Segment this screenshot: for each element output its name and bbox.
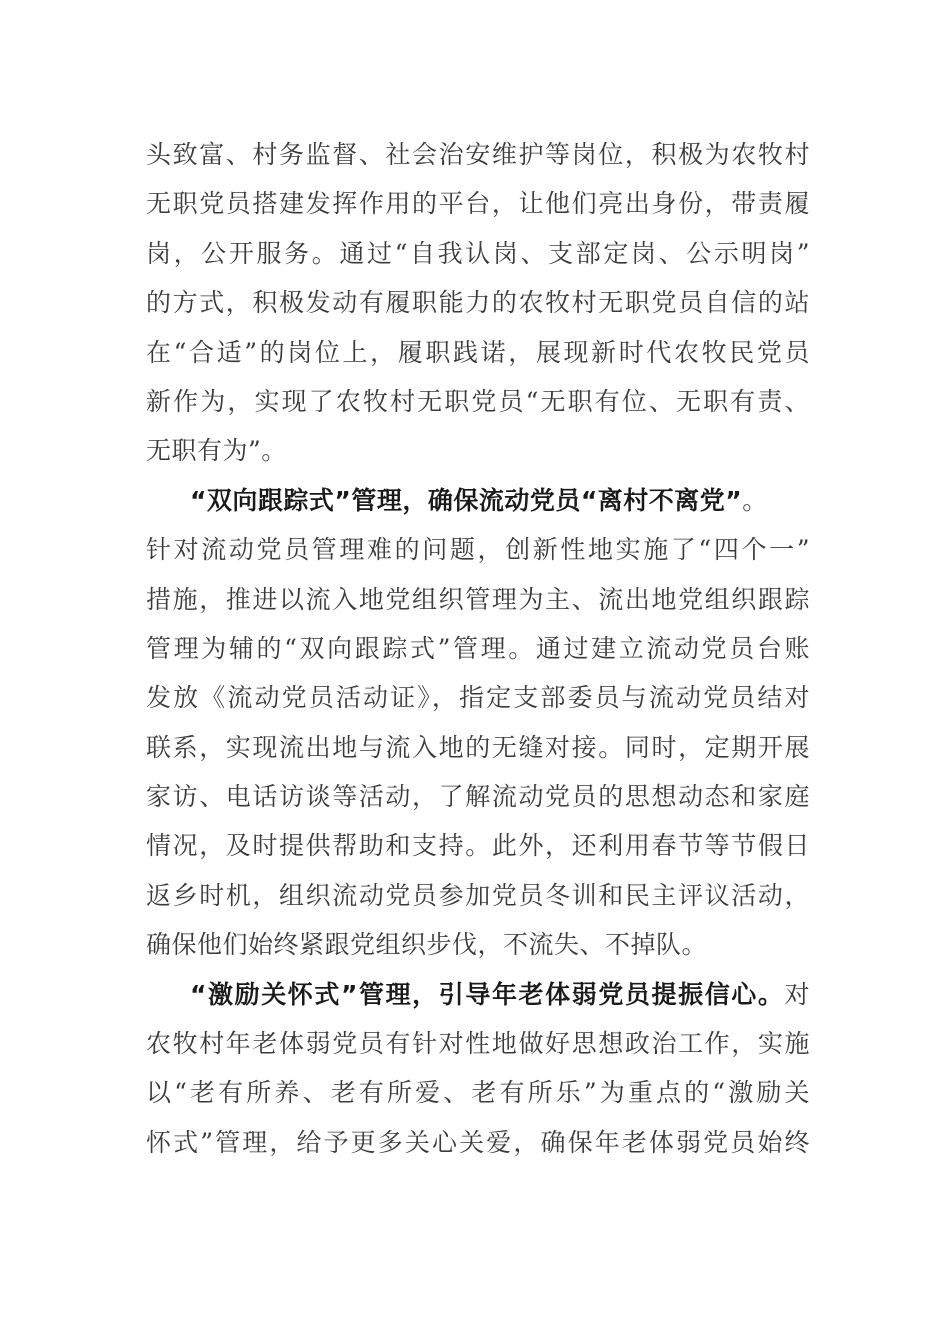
paragraph-line: 返乡时机，组织流动党员参加党员冬训和民主评议活动， [146, 880, 810, 910]
section-heading-line [146, 476, 810, 525]
paragraph-line: 管理为辅的“双向跟踪式”管理。通过建立流动党员台账 [146, 633, 810, 663]
paragraph-line: 确保他们始终紧跟党组织步伐，不流失、不掉队。 [146, 930, 708, 960]
body-text [146, 130, 810, 1167]
paragraph-line: 无职党员搭建发挥作用的平台，让他们亮出身份，带责履 [146, 189, 810, 219]
section-heading: “激励关怀式”管理，引导年老体弱党员提振信心。 [190, 979, 785, 1009]
heading-tail: 对 [784, 979, 810, 1009]
paragraph-line: 无职有为”。 [146, 436, 287, 466]
paragraph-line: 的方式，积极发动有履职能力的农牧村无职党员自信的站 [146, 288, 810, 318]
paragraph-line: 措施，推进以流入地党组织管理为主、流出地党组织跟踪 [146, 584, 810, 614]
paragraph-line: 以“老有所养、老有所爱、老有所乐”为重点的“激励关 [146, 1078, 810, 1108]
section-heading: “双向跟踪式”管理，确保流动党员“离村不离党” [190, 485, 743, 515]
paragraph-line: 针对流动党员管理难的问题，创新性地实施了“四个一” [146, 535, 810, 565]
heading-tail: 。 [742, 485, 768, 515]
paragraph-line: 联系，实现流出地与流入地的无缝对接。同时，定期开展 [146, 732, 810, 762]
paragraph-line: 发放《流动党员活动证》，指定支部委员与流动党员结对 [146, 683, 810, 713]
paragraph-line: 岗，公开服务。通过“自我认岗、支部定岗、公示明岗” [146, 238, 810, 268]
paragraph-line: 怀式”管理，给予更多关心关爱，确保年老体弱党员始终 [146, 1127, 810, 1157]
paragraph-line: 农牧村年老体弱党员有针对性地做好思想政治工作，实施 [146, 1029, 810, 1059]
paragraph-line: 头致富、村务监督、社会治安维护等岗位，积极为农牧村 [146, 140, 810, 169]
paragraph-line: 新作为，实现了农牧村无职党员“无职有位、无职有责、 [146, 386, 810, 416]
section-heading-line [146, 970, 810, 1019]
paragraph-line: 在“合适”的岗位上，履职践诺，展现新时代农牧民党员 [146, 337, 810, 367]
paragraph-line: 家访、电话访谈等活动，了解流动党员的思想动态和家庭 [146, 782, 810, 812]
paragraph-line: 情况，及时提供帮助和支持。此外，还利用春节等节假日 [146, 831, 810, 861]
